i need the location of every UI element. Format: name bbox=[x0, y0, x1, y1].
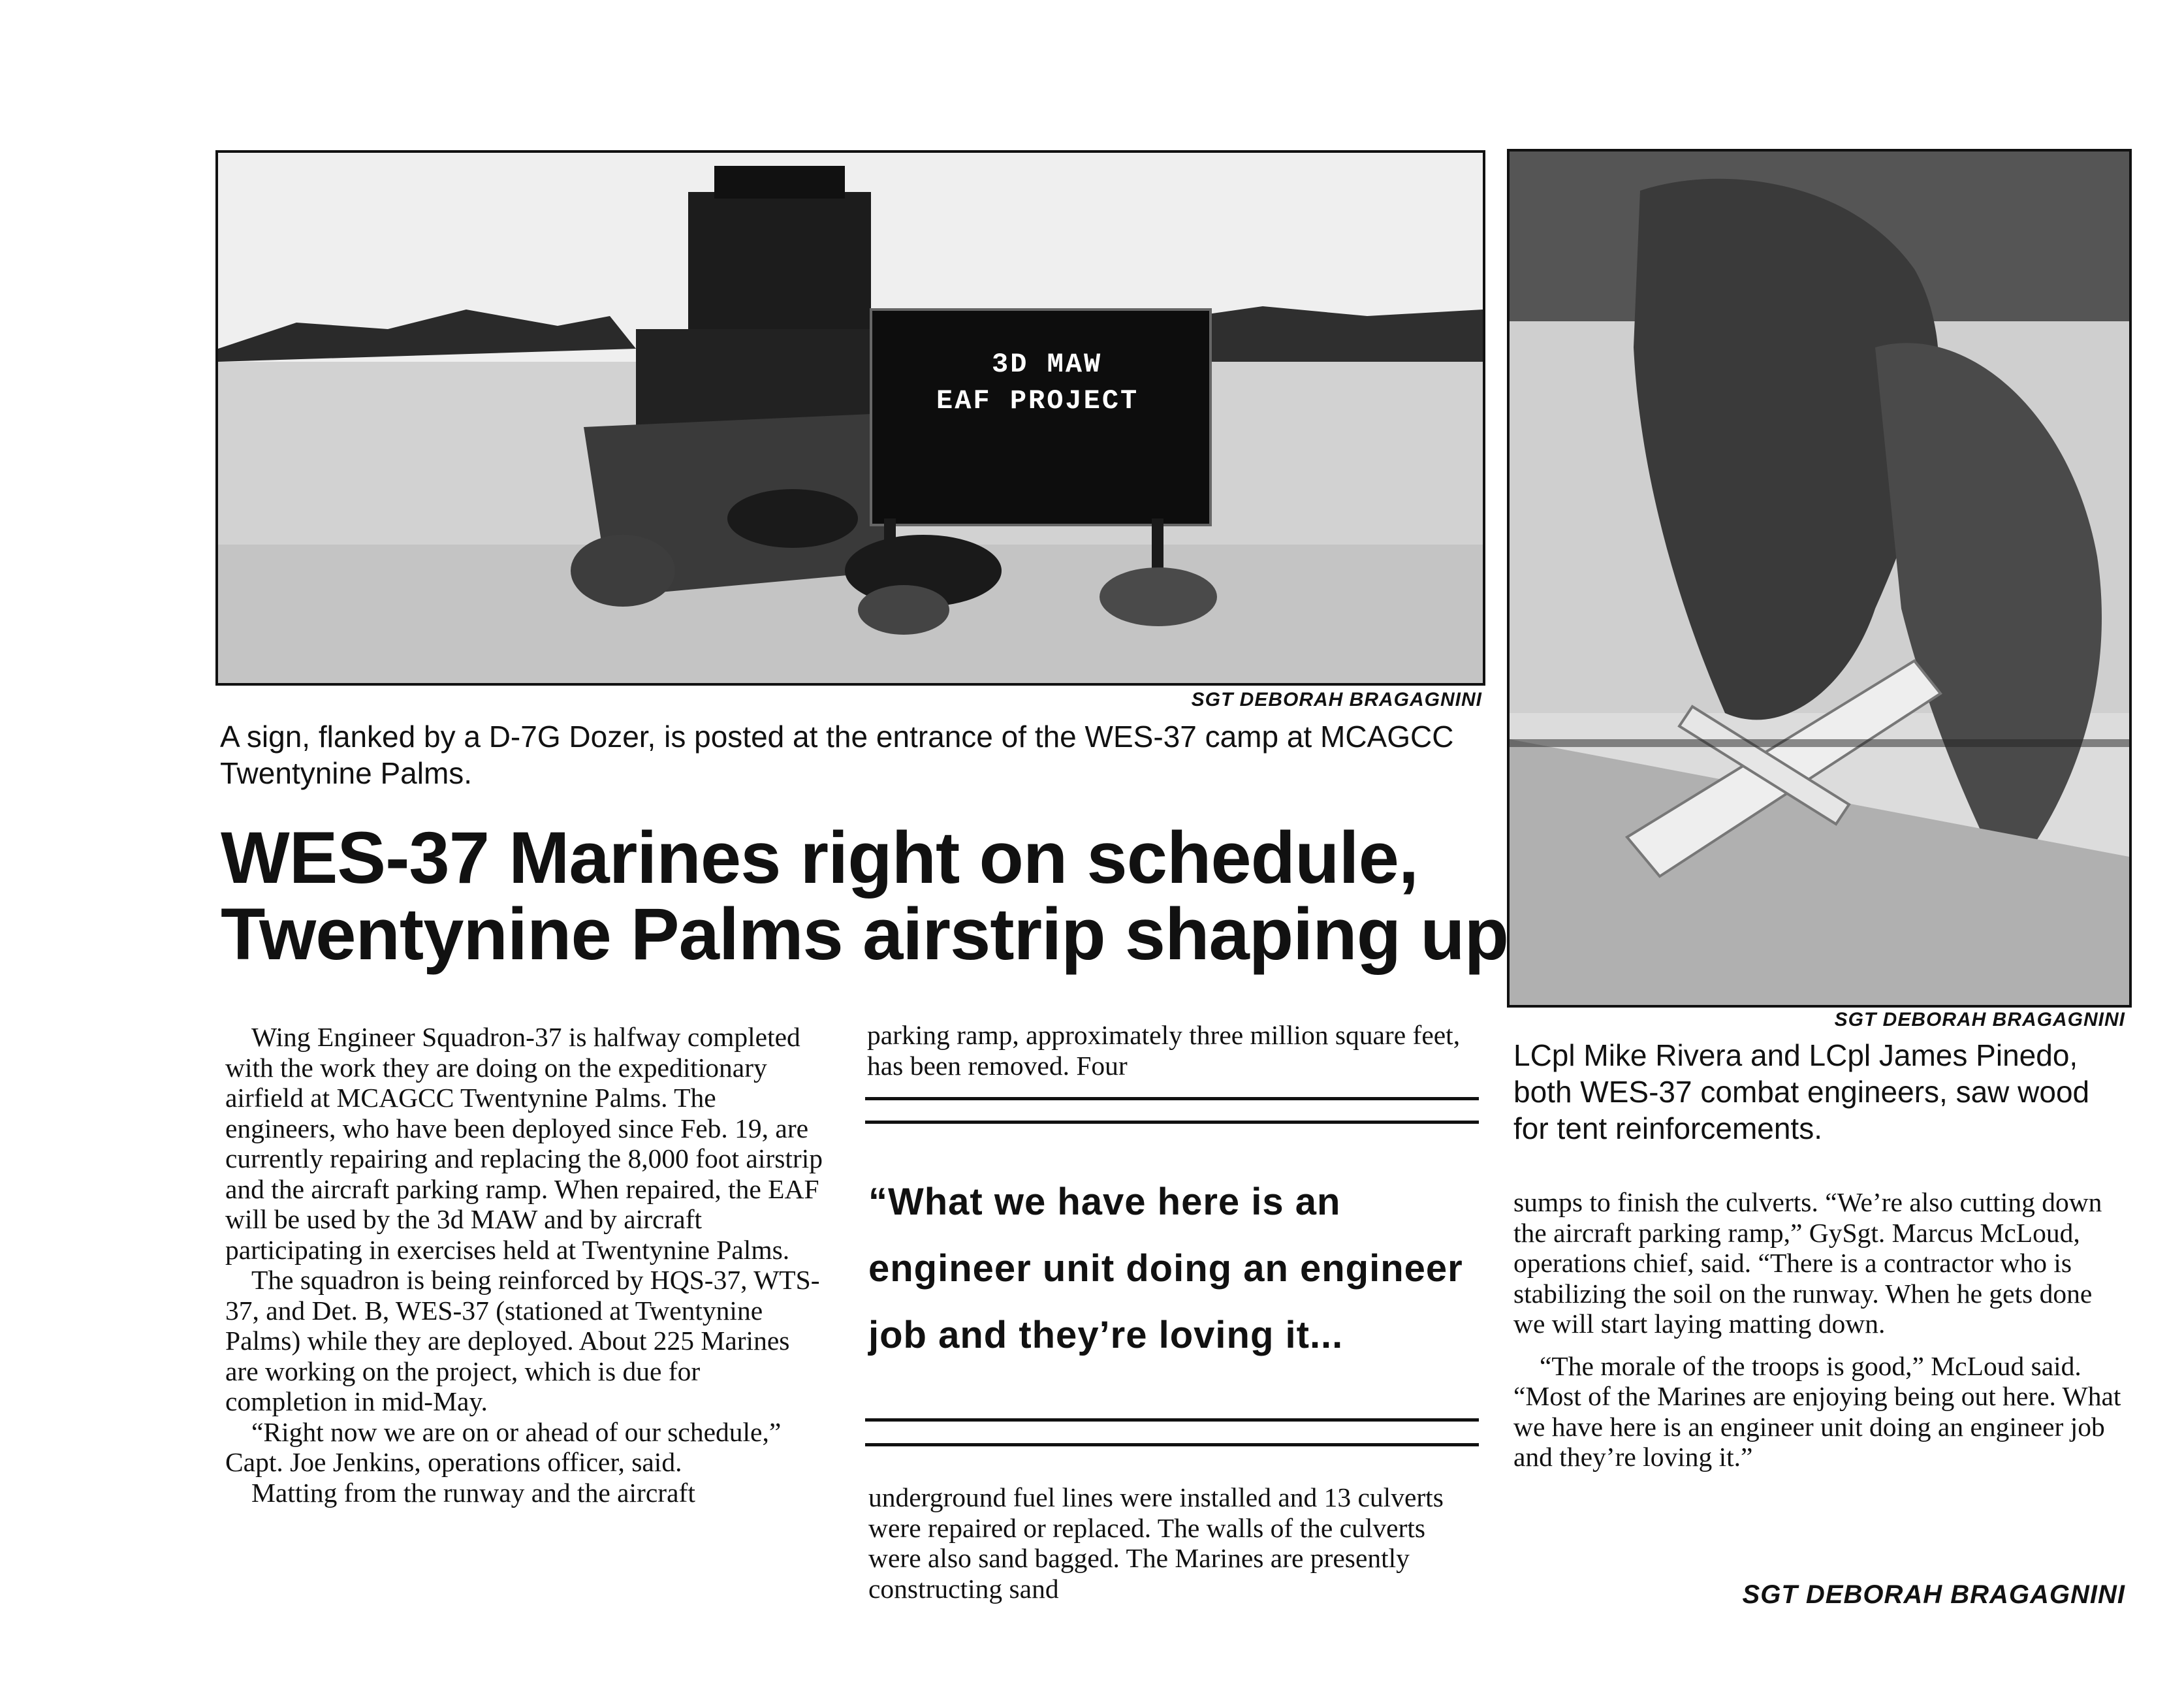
sign-line-1: 3D MAW bbox=[992, 349, 1103, 380]
dozer-photo bbox=[215, 150, 1485, 686]
article-paragraph: The squadron is being reinforced by HQS-37, WTS-37, and Det. B, WES-37 (stationed at Twentynine Palms) while they are deployed. About 225 Marines are working on the project, which is due for completion in mid-May. bbox=[225, 1265, 820, 1416]
article-column-1 bbox=[225, 1022, 823, 1508]
pull-quote-rule-bottom-1 bbox=[865, 1418, 1479, 1422]
article-paragraph: “The morale of the troops is good,” McLoud said. “Most of the Marines are enjoying being out here. What we have here is an engineer unit doing an engineer job and they’re loving it.” bbox=[1513, 1350, 2121, 1472]
article-byline: SGT DEBORAH BRAGAGNINI bbox=[1742, 1580, 2125, 1609]
photo-caption-2: LCpl Mike Rivera and LCpl James Pinedo, both WES-37 combat engineers, saw wood for tent reinforcements. bbox=[1513, 1038, 2090, 1145]
pull-quote-rule-top-1 bbox=[865, 1097, 1479, 1100]
article-paragraph: “Right now we are on or ahead of our schedule,” Capt. Joe Jenkins, operations officer, said. bbox=[225, 1416, 782, 1477]
headline-line-2: Twentynine Palms airstrip shaping up bbox=[221, 893, 1509, 975]
article-paragraph: Wing Engineer Squadron-37 is halfway completed with the work they are doing on the expeditionary airfield at MCAGCC Twentynine Palms. The engineers, who have been deployed since Feb. 19, are currently repairing and replacing the 8,000 foot airstrip and the aircraft parking ramp. When repaired, the EAF will be used by the 3d MAW and by aircraft participating in exercises held at Twentynine Palms. bbox=[225, 1022, 823, 1265]
photo-credit-1: SGT DEBORAH BRAGAGNINI bbox=[1191, 689, 1482, 710]
article-paragraph: underground fuel lines were installed and 13 culverts were repaired or replaced. The walls of the culverts were also sand bagged. The Marines are presently constructing sand bbox=[868, 1482, 1444, 1604]
article-paragraph: sumps to finish the culverts. “We’re also cutting down the aircraft parking ramp,” GySgt. Marcus McLoud, operations chief, said. “There is a contractor who is stabilizing the soil on the runway. When he gets done we will start laying matting down. bbox=[1513, 1187, 2102, 1339]
photo-credit-2: SGT DEBORAH BRAGAGNINI bbox=[1834, 1009, 2125, 1030]
headline-line-1: WES-37 Marines right on schedule, bbox=[221, 817, 1419, 899]
pull-quote-rule-top-2 bbox=[865, 1121, 1479, 1124]
engineers-sawing-photo-icon bbox=[1510, 151, 2129, 1005]
article-column-3 bbox=[1513, 1187, 2124, 1472]
article-column-2-bottom bbox=[868, 1482, 1479, 1604]
pull-quote-rule-bottom-2 bbox=[865, 1443, 1479, 1446]
article-column-2-top bbox=[867, 1020, 1474, 1081]
photo-caption-1: A sign, flanked by a D-7G Dozer, is posted at the entrance of the WES-37 camp at MCAGCC Twentynine Palms. bbox=[220, 720, 1454, 790]
engineers-photo bbox=[1507, 149, 2132, 1008]
pull-quote: “What we have here is an engineer unit doing an engineer job and they’re loving it... bbox=[868, 1181, 1463, 1356]
article-paragraph: Matting from the runway and the aircraft bbox=[251, 1477, 695, 1508]
article-paragraph: parking ramp, approximately three million square feet, has been removed. Four bbox=[867, 1020, 1461, 1081]
bulldozer-photo-icon bbox=[218, 153, 1483, 683]
sign-line-2: EAF PROJECT bbox=[936, 385, 1139, 417]
